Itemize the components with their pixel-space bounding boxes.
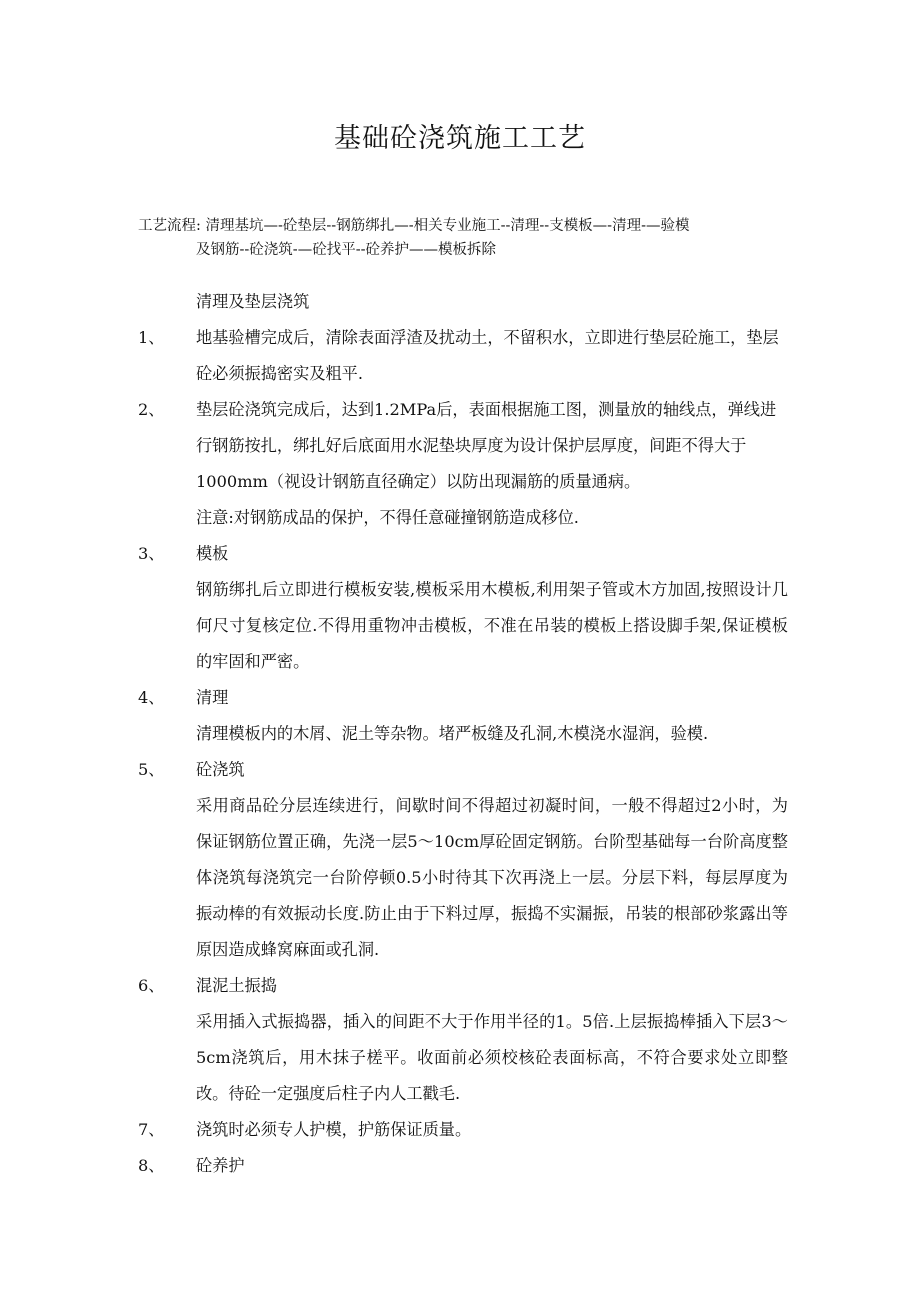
item-heading: 砼浇筑 <box>196 760 245 779</box>
item-number: 3、 <box>138 544 165 563</box>
list-item-1 <box>138 320 788 392</box>
list-item-8 <box>138 1148 788 1184</box>
item-detail: 钢筋绑扎后立即进行模板安装,模板采用木模板,利用架子管或木方加固,按照设计几何尺寸复核定位.不得用重物冲击模板，不准在吊装的模板上搭设脚手架,保证模板的牢固和严密。 <box>196 580 788 671</box>
item-text: 地基验槽完成后，清除表面浮渣及扰动土，不留积水，立即进行垫层砼施工，垫层砼必须振捣密实及粗平. <box>196 328 779 383</box>
process-flow-line-2: 及钢筋--砼浇筑-—砼找平--砼养护——模板拆除 <box>196 242 496 258</box>
list-item-5 <box>138 752 788 788</box>
item-detail: 采用商品砼分层连续进行，间歇时间不得超过初凝时间，一般不得超过2小时，为保证钢筋位置正确，先浇一层5～10cm厚砼固定钢筋。台阶型基础每一台阶高度整体浇筑每浇筑完一台阶停顿0.5小时待其下次再浇上一层。分层下料，每层厚度为振动棒的有效振动长度.防止由于下料过厚，振捣不实漏振，吊装的根部砂浆露出等原因造成蜂窝麻面或孔洞. <box>196 796 788 959</box>
item-heading: 清理 <box>196 688 229 707</box>
item-text: 浇筑时必须专人护模，护筋保证质量。 <box>196 1120 472 1139</box>
item-note: 注意:对钢筋成品的保护，不得任意碰撞钢筋造成移位. <box>196 508 579 527</box>
document-body <box>138 284 788 1184</box>
process-flow <box>138 214 786 262</box>
item-number: 8、 <box>138 1156 165 1175</box>
list-item-6 <box>138 968 788 1004</box>
item-detail: 采用插入式振捣器，插入的间距不大于作用半径的1。5倍.上层振捣棒插入下层3～5cm浇筑后，用木抹子槎平。收面前必须校核砼表面标高，不符合要求处立即整改。待砼一定强度后柱子内人工戳毛. <box>196 1012 788 1103</box>
list-item-7 <box>138 1112 788 1148</box>
section-subheading: 清理及垫层浇筑 <box>196 292 310 311</box>
item-number: 1、 <box>138 328 165 347</box>
item-number: 6、 <box>138 976 165 995</box>
list-item-4 <box>138 680 788 716</box>
item-text: 垫层砼浇筑完成后，达到1.2MPa后，表面根据施工图，测量放的轴线点，弹线进行钢筋按扎，绑扎好后底面用水泥垫块厚度为设计保护层厚度，间距不得大于1000mm（视设计钢筋直径确定）以防出现漏筋的质量通病。 <box>196 400 777 491</box>
item-number: 2、 <box>138 400 165 419</box>
item-number: 4、 <box>138 688 165 707</box>
document-title: 基础砼浇筑施工工艺 <box>334 123 586 154</box>
list-item-2 <box>138 392 788 500</box>
process-flow-line-1: 工艺流程: 清理基坑—-砼垫层--钢筋绑扎—-相关专业施工--清理--支模板—-清理-—验模 <box>138 218 690 234</box>
list-item-3 <box>138 536 788 572</box>
item-heading: 砼养护 <box>196 1156 245 1175</box>
item-number: 7、 <box>138 1120 165 1139</box>
item-number: 5、 <box>138 760 165 779</box>
item-heading: 模板 <box>196 544 229 563</box>
item-detail: 清理模板内的木屑、泥土等杂物。堵严板缝及孔洞,木模浇水湿润，验模. <box>196 724 709 743</box>
item-heading: 混泥土振捣 <box>196 976 277 995</box>
